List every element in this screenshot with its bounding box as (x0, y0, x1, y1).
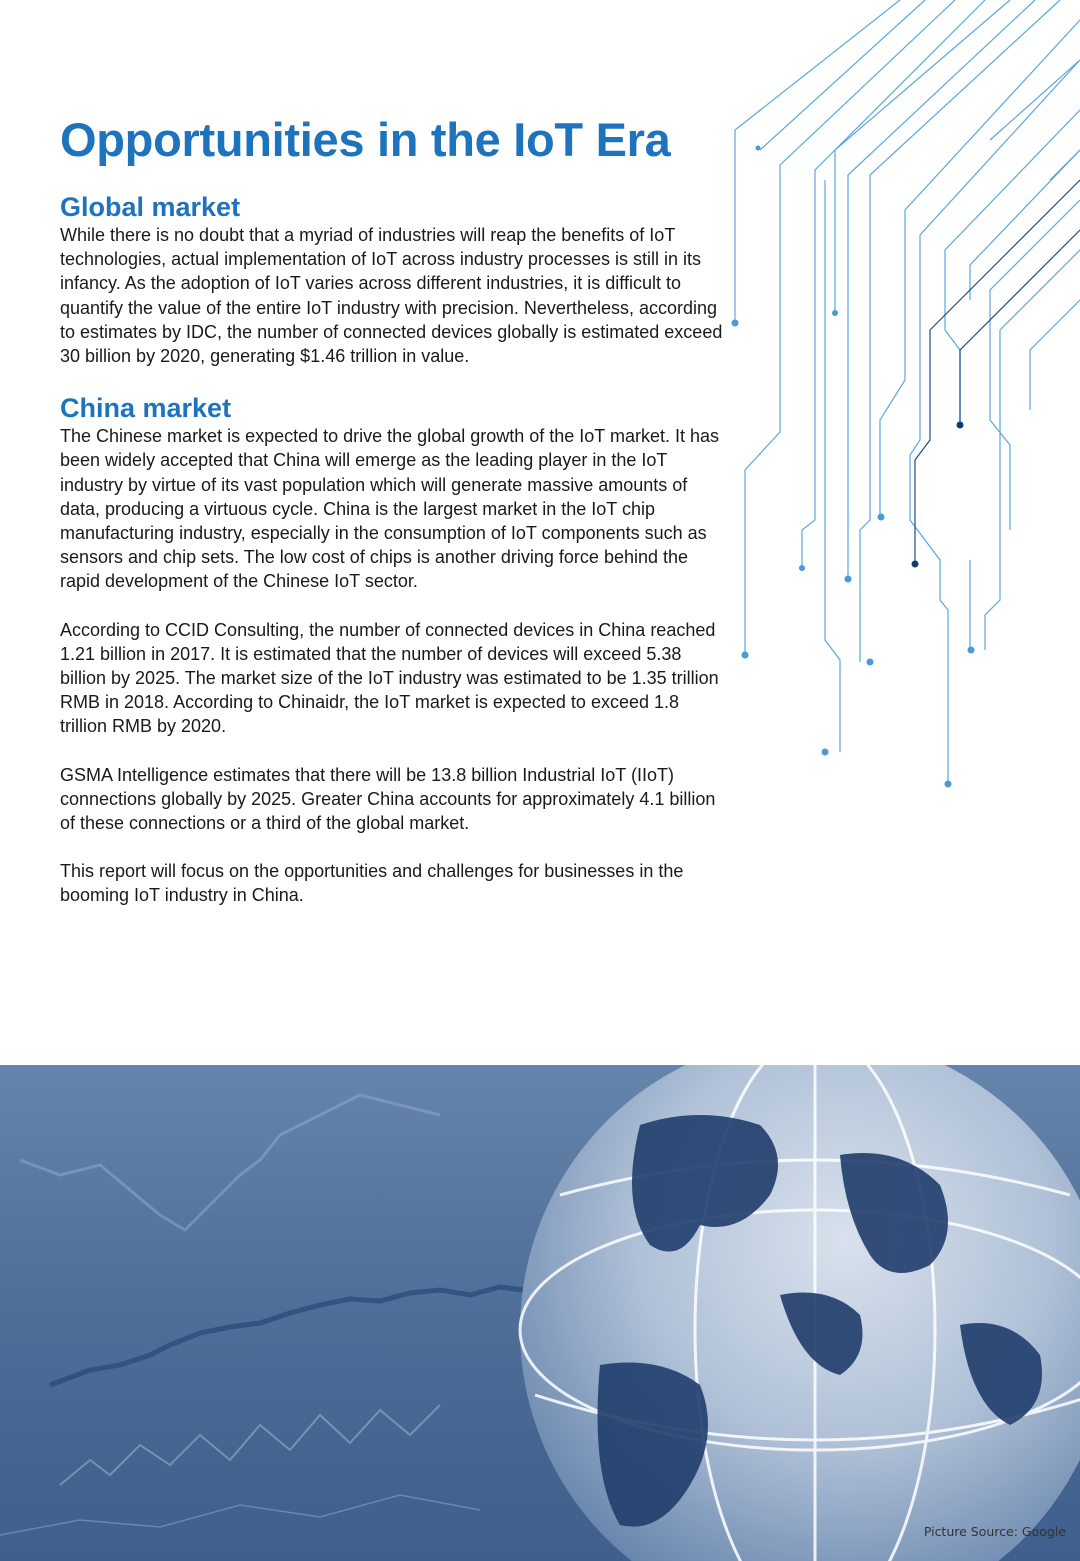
globe-graphic (0, 1065, 1080, 1561)
paragraph: According to CCID Consulting, the number of connected devices in China reached 1.21 billion in 2017. It is estimated that the number of devices will exceed 5.38 billion by 2025. The market size of the IoT industry was estimated to be 1.35 trillion RMB in 2018. According to Chinaidr, the IoT market is expected to exceed 1.8 trillion RMB by 2020. (60, 619, 719, 737)
paragraph: While there is no doubt that a myriad of industries will reap the benefits of IoT technologies, actual implementation of IoT across industry processes is still in its infancy. As the adoption of IoT varies across different industries, it is difficult to quantify the value of the entire IoT industry with precision. Nevertheless, according to estimates by IDC, the number of connected devices globally is estimated exceed 30 billion by 2020, generating $1.46 trillion in value. (60, 225, 723, 367)
picture-credit: Picture Source: Google (923, 1524, 1066, 1539)
paragraph: The Chinese market is expected to drive the global growth of the IoT market. It has been widely accepted that China will emerge as the leading player in the IoT industry by virtue of its vast population which will generate massive amounts of data, producing a virtuous cycle. China is the largest market in the IoT chip manufacturing industry, especially in the consumption of IoT components such as sensors and chip sets. The low cost of chips is another driving force behind the rapid development of the Chinese IoT sector. (60, 426, 720, 592)
section-heading: China market (60, 393, 232, 424)
paragraph: This report will focus on the opportunities and challenges for businesses in the booming IoT industry in China. (60, 861, 684, 906)
paragraph: GSMA Intelligence estimates that there will be 13.8 billion Industrial IoT (IIoT) connections globally by 2025. Greater China accounts for approximately 4.1 billion of these connections or a third of the global market. (60, 764, 716, 834)
section-china-market (60, 392, 725, 907)
section-heading: Global market (60, 192, 241, 222)
page-title: Opportunities in the IoT Era (60, 113, 671, 166)
circuit-lines-graphic (700, 0, 1080, 820)
globe-photo (0, 1065, 1080, 1561)
main-content (60, 112, 725, 908)
section-global-market (60, 191, 725, 368)
